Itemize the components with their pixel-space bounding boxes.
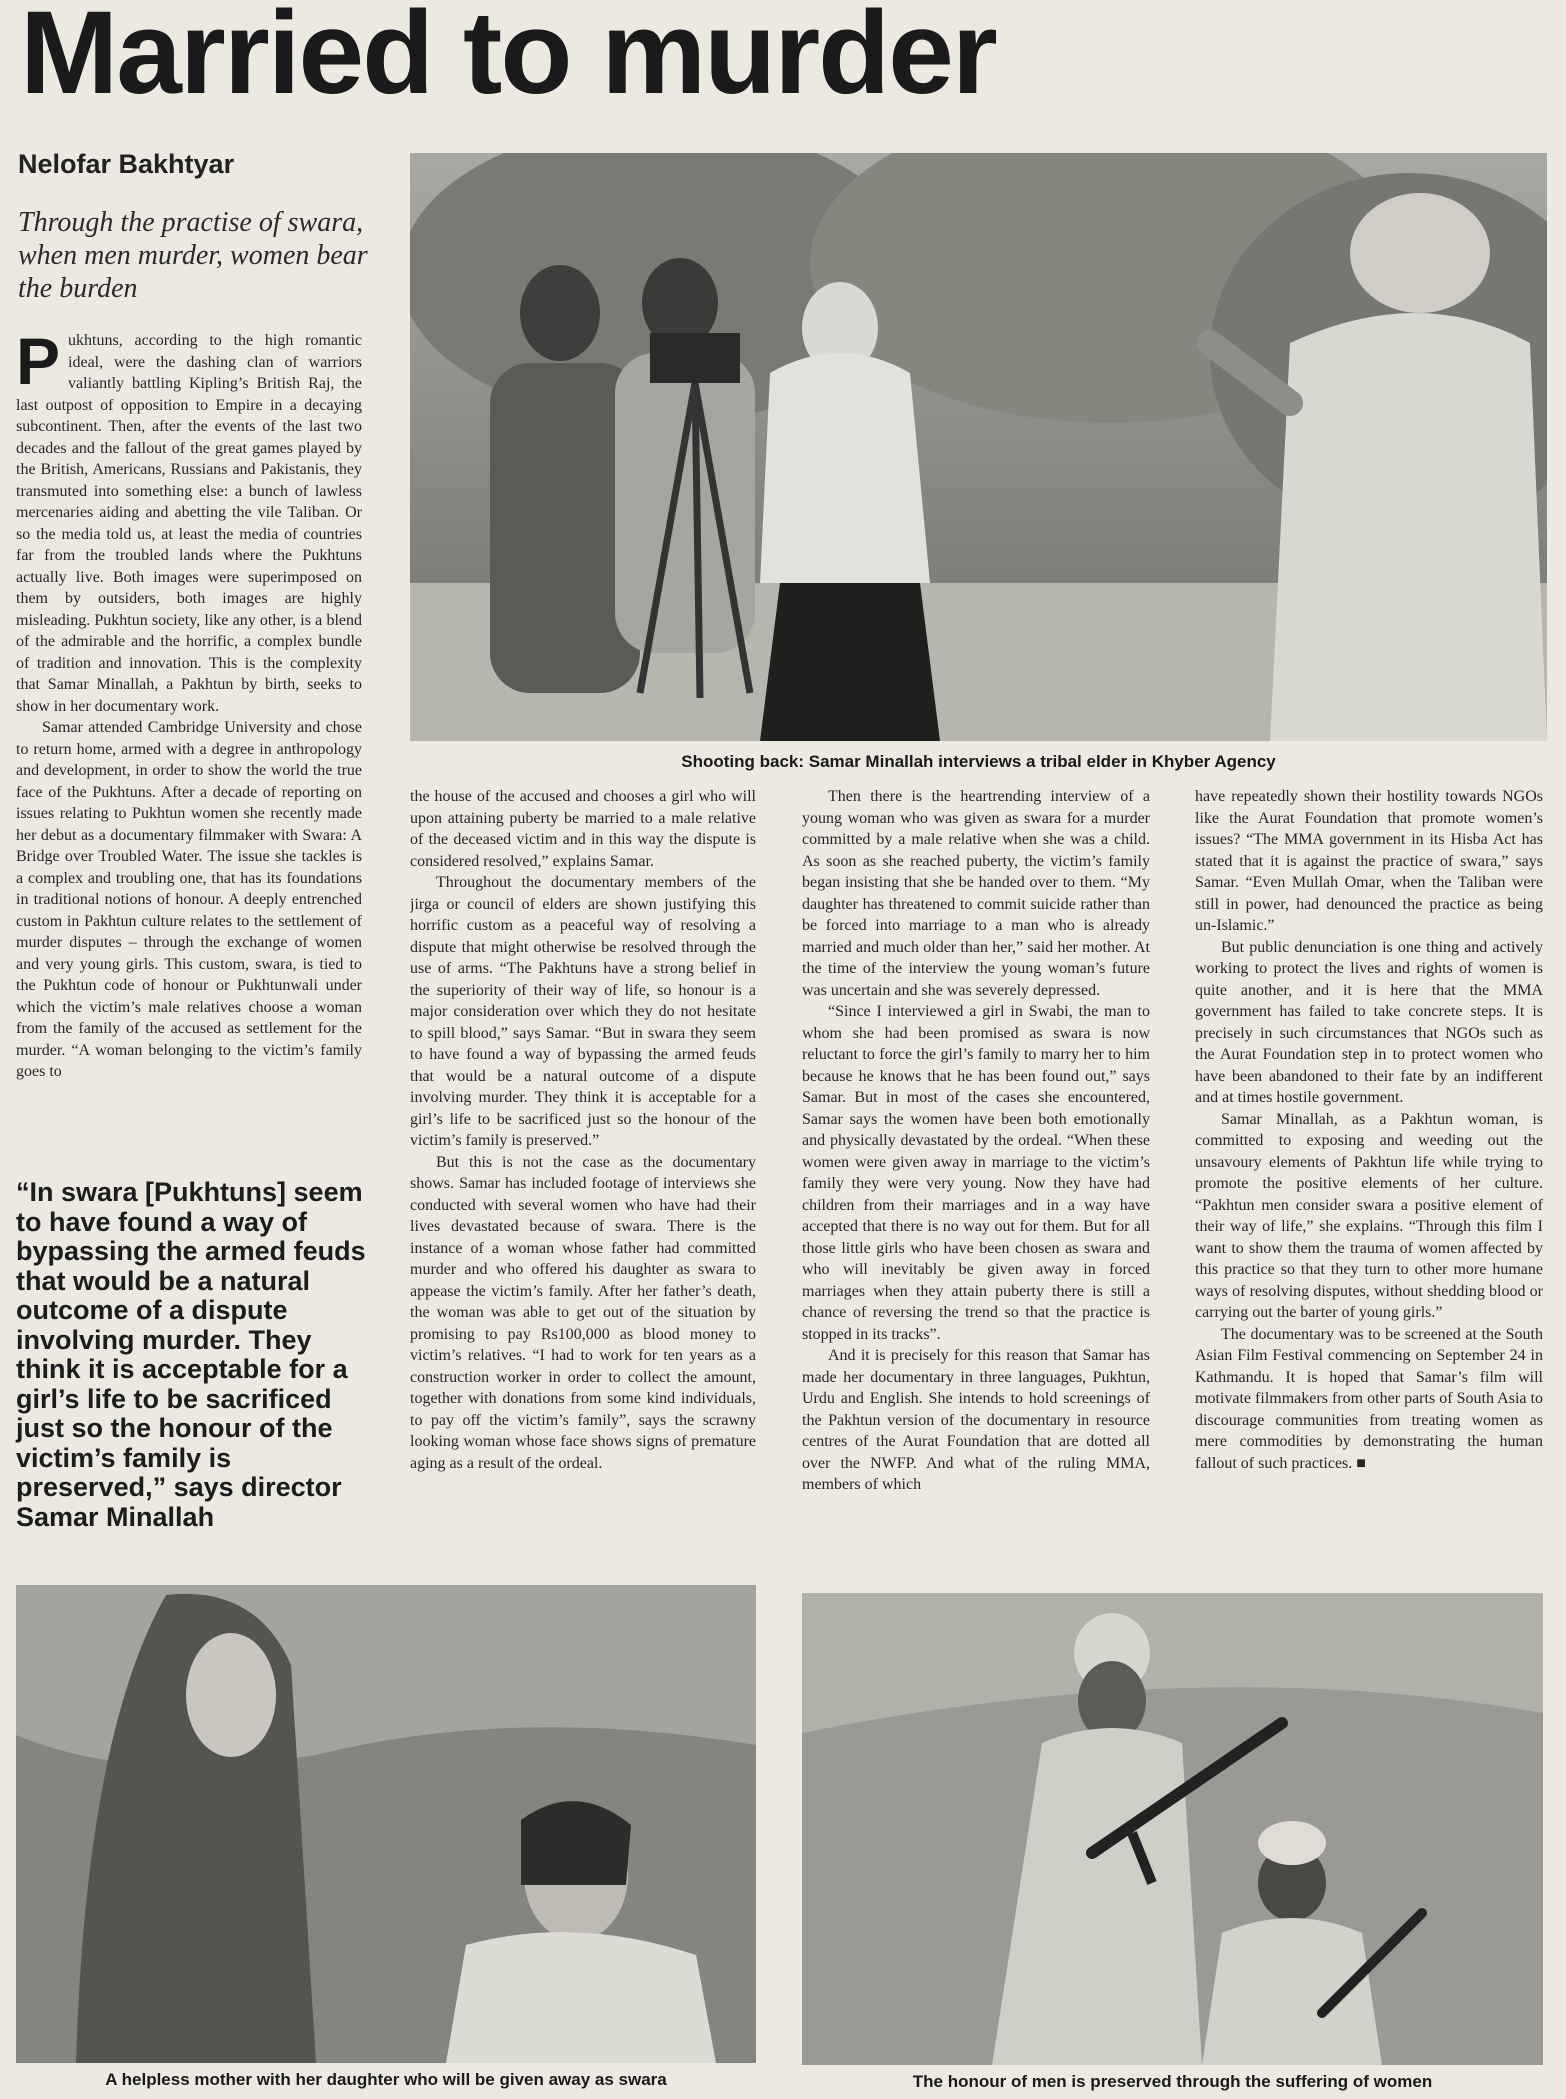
pull-quote: “In swara [Pukhtuns] seem to have found a way of bypassing the armed feuds that would be a natural outcome of a dispute involving murder. They think it is acceptable for a girl’s life to be sacrificed just so the honour of the victim’s family is preserved,” says director Samar Minallah — [16, 1177, 366, 1532]
paragraph: But public denunciation is one thing and actively working to protect the lives and rights of women is quite another, and it is here that the MMA government has failed to take concrete steps. It is precisely in such circumstances that NGOs such as the Aurat Foundation step in to protect women who have been abandoned to their fate by an indifferent and at times hostile government. — [1195, 938, 1543, 1106]
byline: Nelofar Bakhtyar — [18, 149, 235, 179]
photo-caption: Shooting back: Samar Minallah interviews a tribal elder in Khyber Agency — [681, 752, 1276, 771]
drop-cap: P — [16, 330, 61, 398]
paragraph: Then there is the heartrending interview of a young woman who was given as swara for a murder committed by a male relative when she was a child. As soon as she reached puberty, the victim’s family began insisting that she be handed over to them. “My daughter has threatened to commit suicide rather than be forced into marriage to a man who is already married and much older than her,” said her mother. At the time of the interview the young woman’s future was uncertain and she was severely depressed. — [802, 788, 1150, 999]
article-column-2 — [410, 786, 756, 1576]
paragraph: The documentary was to be screened at the South Asian Film Festival commencing on September 24 in Kathmandu. It is hoped that Samar’s film will motivate filmmakers from other parts of South Asia to discourage communities from treating women as mere commodities by demonstrating the human fallout of such practices. ■ — [1195, 1325, 1543, 1472]
paragraph: Throughout the documentary members of the jirga or council of elders are shown justifying this horrific custom as a peaceful way of resolving a dispute that might otherwise be resolved through the use of arms. “The Pakhtuns have a strong belief in the superiority of their way of life, so honour is a major consideration over which they do not hesitate to spill blood,” says Samar. “But in swara they seem to have found a way of bypassing the armed feuds that would be a natural outcome of a dispute involving murder. They think it is acceptable for a girl’s life to be sacrificed just so the honour of the victim’s family is preserved.” — [410, 874, 756, 1149]
paragraph: ukhtuns, according to the high romantic ideal, were the dashing clan of warriors valiantly battling Kipling’s British Raj, the last outpost of opposition to Empire in a decaying subcontinent. Then, after the events of the last two decades and the fallout of the great games played by the British, Americans, Russians and Pakistanis, they transmuted into something else: a bunch of lawless mercenaries aiding and abetting the vile Taliban. Or so the media told us, at least the media of countries far from the troubled lands where the Pukhtuns actually live. Both images were superimposed on them by outsiders, both images are highly misleading. Pukhtun society, like any other, is a blend of the admirable and the horrific, a complex bundle of tradition and innovation. This is the complexity that Samar Minallah, a Pakhtun by birth, seeks to show in her documentary work. — [16, 332, 362, 715]
headline: Married to murder — [20, 0, 996, 119]
photo-armed-men — [802, 1593, 1543, 2065]
article-column-3 — [802, 786, 1150, 1576]
photo-mother-and-daughter — [16, 1585, 756, 2063]
paragraph: And it is precisely for this reason that Samar has made her documentary in three languages, Pukhtun, Urdu and English. She intends to hold screenings of the Pakhtun version of the documentary in resource centres of the Aurat Foundation that are dotted all over the NWFP. And what of the ruling MMA, members of which — [802, 1347, 1150, 1493]
article-column-1 — [16, 330, 362, 1164]
paragraph: “Since I interviewed a girl in Swabi, the man to whom she had been promised as swara is now reluctant to force the girl’s family to marry her to him because he knows that he has been found out,” says Samar. But in most of the cases she encountered, Samar says the women have been both emotionally and physically devastated by the ordeal. “When these women were given away in marriage to the victim’s family they were very young. Now they have had children from their marriages and in a way have accepted that there is no way out for them. But for all those little girls who have been chosen as swara and who will inevitably be given away in forced marriages when they attain puberty there is still a chance of reversing the trend so that the practice is stopped in its tracks”. — [802, 1003, 1150, 1343]
paragraph: have repeatedly shown their hostility towards NGOs like the Aurat Foundation that promote women’s issues? “The MMA government in its Hisba Act has stated that it is against the practice of swara,” says Samar. “Even Mullah Omar, when the Taliban were still in power, had denounced the practice as being un-Islamic.” — [1195, 788, 1543, 934]
paragraph: Samar Minallah, as a Pakhtun woman, is committed to exposing and weeding out the unsavoury elements of Pakhtun life while trying to promote the positive elements of her culture. “Pakhtun men consider swara a positive element of their way of life,” she explains. “Through this film I want to show them the trauma of women affected by this practice so that they turn to other more humane ways of resolving disputes, without shedding blood or carrying out the barter of young girls.” — [1195, 1110, 1543, 1321]
photo-caption: The honour of men is preserved through the suffering of women — [912, 2072, 1433, 2091]
paragraph: But this is not the case as the documentary shows. Samar has included footage of interviews she conducted with several women who have had their lives devastated because of swara. There is the instance of a woman whose father had committed murder and who offered his daughter as swara to appease the victim’s family. After her father’s death, the woman was able to get out of the situation by promising to pay Rs100,000 as blood money to victim’s relatives. “I had to work for ten years as a construction worker in order to collect the amount, together with donations from some kind individuals, to pay off the victim’s family”, says the scrawny looking woman whose face shows signs of premature aging as a result of the ordeal. — [410, 1153, 756, 1472]
photo-film-crew-interview — [410, 153, 1547, 741]
paragraph: the house of the accused and chooses a girl who will upon attaining puberty be married to a male relative of the deceased victim and in this way the dispute is considered resolved,” explains Samar. — [410, 788, 756, 870]
article-column-4 — [1195, 786, 1543, 1576]
photo-caption: A helpless mother with her daughter who will be given away as swara — [105, 2070, 667, 2089]
deck-subtitle: Through the practise of swara, when men murder, women bear the burden — [18, 207, 368, 304]
paragraph: Samar attended Cambridge University and chose to return home, armed with a degree in anthropology and development, in order to show the world the true face of the Pukhtuns. After a decade of reporting on issues relating to Pukhtun women she recently made her debut as a documentary filmmaker with Swara: A Bridge over Troubled Water. The issue she tackles is a complex and troubling one, that has its foundations in traditional notions of honour. A deeply entrenched custom in Pakhtun culture relates to the settlement of murder disputes – through the exchange of women and very young girls. This custom, swara, is tied to the Pukhtun code of honour or Pukhtunwali under which the victim’s male relatives choose a woman from the family of the accused as settlement for the murder. “A woman belonging to the victim’s family goes to — [16, 719, 362, 1080]
